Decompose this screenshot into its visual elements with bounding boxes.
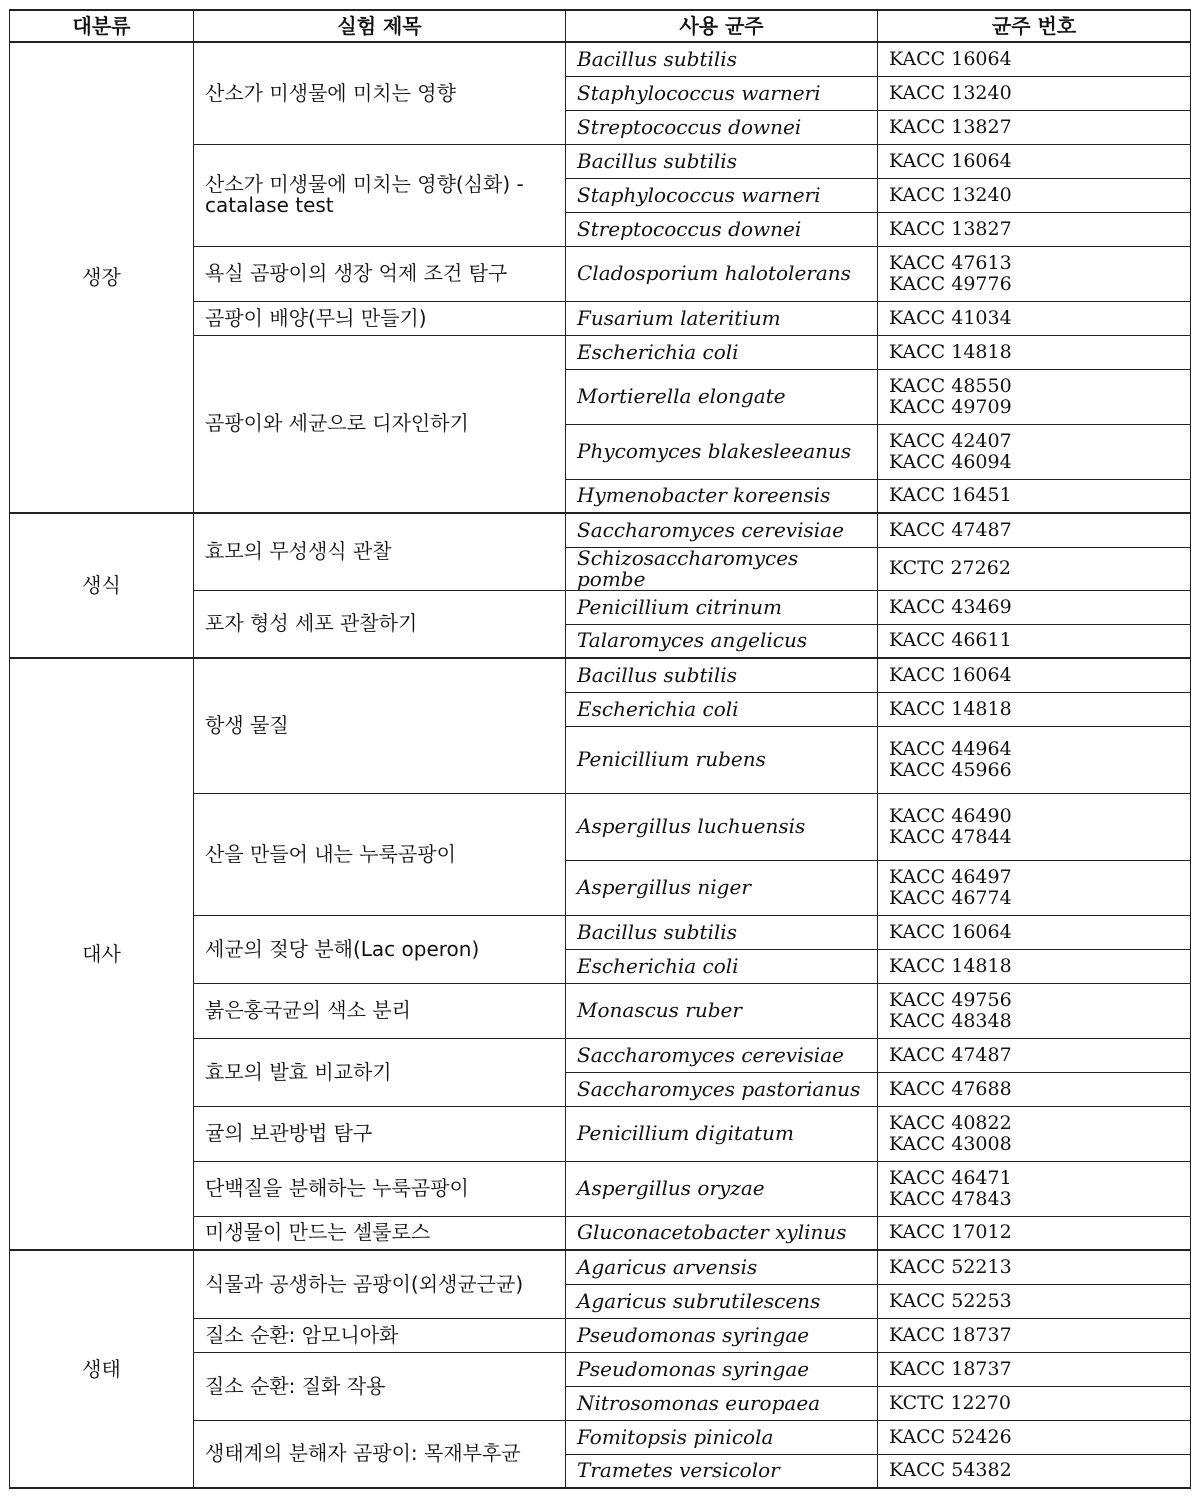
header-title: 실험 제목 <box>194 10 566 42</box>
strain-number: KACC 13240 <box>889 183 1012 206</box>
experiment-title-cell: 미생물이 만드는 셀룰로스 <box>194 1216 566 1250</box>
strain-number: KACC 47487 <box>889 1043 1012 1066</box>
strain-number-cell <box>878 949 1191 983</box>
experiment-title-cell: 질소 순환: 질화 작용 <box>194 1352 566 1420</box>
strain-number-cell <box>878 479 1191 513</box>
strain-number: KACC 14818 <box>889 954 1012 977</box>
strain-number: KACC 16064 <box>889 663 1012 686</box>
species-cell: Bacillus subtilis <box>566 915 878 949</box>
category-cell: 생장 <box>10 42 194 513</box>
species-cell: Hymenobacter koreensis <box>566 479 878 513</box>
species-cell: Penicillium citrinum <box>566 590 878 624</box>
strain-number-cell <box>878 144 1191 178</box>
strain-number: KACC 52426 <box>889 1425 1012 1448</box>
species-cell: Saccharomyces cerevisiae <box>566 1038 878 1072</box>
strain-number: KACC 13240 <box>889 81 1012 104</box>
species-cell: Schizosaccharomyces pombe <box>566 547 878 590</box>
group-section <box>10 513 1191 658</box>
experiment-title-cell: 산소가 미생물에 미치는 영향(심화) - catalase test <box>194 144 566 246</box>
experiment-title-cell: 생태계의 분해자 곰팡이: 목재부후균 <box>194 1420 566 1488</box>
experiment-title-cell: 효모의 발효 비교하기 <box>194 1038 566 1106</box>
strain-number: KACC 47843 <box>889 1187 1012 1210</box>
species-cell: Saccharomyces cerevisiae <box>566 513 878 547</box>
strain-number-cell <box>878 624 1191 658</box>
species-cell: Penicillium rubens <box>566 726 878 793</box>
category-cell: 생식 <box>10 513 194 658</box>
strain-number: KACC 48550 <box>889 374 1012 397</box>
species-cell: Agaricus subrutilescens <box>566 1284 878 1318</box>
strain-number-cell <box>878 246 1191 301</box>
strain-number: KACC 41034 <box>889 306 1012 329</box>
species-cell: Penicillium digitatum <box>566 1106 878 1161</box>
strain-table <box>9 9 1191 1489</box>
species-cell: Agaricus arvensis <box>566 1250 878 1284</box>
experiment-title-cell: 질소 순환: 암모니아화 <box>194 1318 566 1352</box>
strain-number: KACC 46094 <box>889 450 1012 473</box>
strain-number: KACC 46471 <box>889 1166 1012 1189</box>
strain-number: KACC 48348 <box>889 1009 1012 1032</box>
strain-number-cell <box>878 1420 1191 1454</box>
strain-number-cell <box>878 178 1191 212</box>
species-cell: Aspergillus luchuensis <box>566 793 878 860</box>
experiment-title-cell: 욕실 곰팡이의 생장 억제 조건 탐구 <box>194 246 566 301</box>
experiment-title-cell: 곰팡이 배양(무늬 만들기) <box>194 301 566 335</box>
strain-number: KACC 40822 <box>889 1111 1012 1134</box>
strain-number-cell <box>878 590 1191 624</box>
strain-number: KACC 54382 <box>889 1459 1012 1482</box>
strain-number: KACC 17012 <box>889 1221 1012 1244</box>
strain-number-cell <box>878 1216 1191 1250</box>
strain-number-cell <box>878 1284 1191 1318</box>
table-row <box>10 513 1191 547</box>
strain-number-cell <box>878 369 1191 424</box>
strain-number: KACC 16064 <box>889 920 1012 943</box>
strain-number-cell <box>878 335 1191 369</box>
species-cell: Mortierella elongate <box>566 369 878 424</box>
species-cell: Gluconacetobacter xylinus <box>566 1216 878 1250</box>
strain-number-cell <box>878 110 1191 144</box>
species-cell: Fomitopsis pinicola <box>566 1420 878 1454</box>
species-cell: Talaromyces angelicus <box>566 624 878 658</box>
species-cell: Saccharomyces pastorianus <box>566 1072 878 1106</box>
species-cell: Trametes versicolor <box>566 1454 878 1488</box>
species-cell: Bacillus subtilis <box>566 658 878 692</box>
species-cell: Streptococcus downei <box>566 212 878 246</box>
strain-number: KACC 46490 <box>889 804 1012 827</box>
strain-number: KACC 47844 <box>889 825 1012 848</box>
species-cell: Aspergillus oryzae <box>566 1161 878 1216</box>
strain-number-cell <box>878 1318 1191 1352</box>
strain-number: KACC 49776 <box>889 272 1012 295</box>
category-cell: 대사 <box>10 658 194 1250</box>
species-cell: Escherichia coli <box>566 949 878 983</box>
experiment-title-cell: 단백질을 분해하는 누룩곰팡이 <box>194 1161 566 1216</box>
strain-number: KACC 52213 <box>889 1255 1012 1278</box>
species-cell: Staphylococcus warneri <box>566 178 878 212</box>
strain-number-cell <box>878 301 1191 335</box>
table-header <box>10 10 1191 42</box>
strain-number: KACC 46611 <box>889 629 1012 652</box>
experiment-title-cell: 포자 형성 세포 관찰하기 <box>194 590 566 658</box>
strain-number-cell <box>878 1386 1191 1420</box>
species-cell: Monascus ruber <box>566 983 878 1038</box>
species-cell: Streptococcus downei <box>566 110 878 144</box>
group-section <box>10 1250 1191 1488</box>
strain-number: KACC 16064 <box>889 47 1012 70</box>
strain-number: KACC 45966 <box>889 758 1012 781</box>
table-row <box>10 42 1191 76</box>
strain-number: KACC 42407 <box>889 429 1012 452</box>
strain-number-cell <box>878 726 1191 793</box>
experiment-title-cell: 세균의 젖당 분해(Lac operon) <box>194 915 566 983</box>
strain-number: KACC 18737 <box>889 1357 1012 1380</box>
strain-number: KACC 13827 <box>889 115 1012 138</box>
species-cell: Bacillus subtilis <box>566 42 878 76</box>
species-cell: Fusarium lateritium <box>566 301 878 335</box>
strain-number-cell <box>878 76 1191 110</box>
strain-number: KACC 49709 <box>889 395 1012 418</box>
experiment-title-cell: 산소가 미생물에 미치는 영향 <box>194 42 566 144</box>
strain-number-cell <box>878 793 1191 860</box>
strain-number: KACC 44964 <box>889 737 1012 760</box>
species-cell: Escherichia coli <box>566 335 878 369</box>
strain-number-cell <box>878 212 1191 246</box>
strain-number-cell <box>878 1038 1191 1072</box>
strain-number: KACC 14818 <box>889 697 1012 720</box>
strain-number-cell <box>878 1352 1191 1386</box>
strain-number: KCTC 27262 <box>889 557 1011 579</box>
strain-number-cell <box>878 1106 1191 1161</box>
strain-number: KACC 47688 <box>889 1077 1012 1100</box>
species-cell: Staphylococcus warneri <box>566 76 878 110</box>
strain-number-cell <box>878 424 1191 479</box>
strain-number-cell <box>878 860 1191 915</box>
strain-number: KACC 13827 <box>889 217 1012 240</box>
strain-number-cell <box>878 658 1191 692</box>
strain-number-cell <box>878 1072 1191 1106</box>
strain-number-cell <box>878 1161 1191 1216</box>
strain-number: KCTC 12270 <box>889 1391 1011 1414</box>
strain-number: KACC 18737 <box>889 1323 1012 1346</box>
strain-number-cell <box>878 42 1191 76</box>
table-row <box>10 1250 1191 1284</box>
header-strain-number: 균주 번호 <box>878 10 1191 42</box>
experiment-title-cell: 곰팡이와 세균으로 디자인하기 <box>194 335 566 513</box>
strain-number-cell <box>878 915 1191 949</box>
species-cell: Pseudomonas syringae <box>566 1352 878 1386</box>
strain-number-cell <box>878 1454 1191 1488</box>
experiment-title-cell: 붉은홍국균의 색소 분리 <box>194 983 566 1038</box>
strain-number: KACC 16451 <box>889 484 1012 507</box>
strain-number: KACC 47487 <box>889 518 1012 541</box>
strain-number: KACC 16064 <box>889 149 1012 172</box>
strain-number: KACC 43008 <box>889 1132 1012 1155</box>
group-section <box>10 658 1191 1250</box>
species-cell: Cladosporium halotolerans <box>566 246 878 301</box>
species-cell: Escherichia coli <box>566 692 878 726</box>
experiment-title-cell: 항생 물질 <box>194 658 566 793</box>
experiment-title-cell: 식물과 공생하는 곰팡이(외생균근균) <box>194 1250 566 1318</box>
strain-number: KACC 49756 <box>889 988 1012 1011</box>
species-cell: Aspergillus niger <box>566 860 878 915</box>
strain-number-cell <box>878 983 1191 1038</box>
strain-number: KACC 14818 <box>889 340 1012 363</box>
strain-number: KACC 46774 <box>889 886 1012 909</box>
species-cell: Pseudomonas syringae <box>566 1318 878 1352</box>
species-cell: Phycomyces blakesleeanus <box>566 424 878 479</box>
strain-number: KACC 47613 <box>889 251 1012 274</box>
strain-number: KACC 52253 <box>889 1289 1012 1312</box>
header-strain: 사용 균주 <box>566 10 878 42</box>
strain-number-cell <box>878 692 1191 726</box>
strain-number-cell <box>878 547 1191 590</box>
header-category: 대분류 <box>10 10 194 42</box>
group-section <box>10 42 1191 513</box>
experiment-title-cell: 효모의 무성생식 관찰 <box>194 513 566 590</box>
experiment-title-cell: 귤의 보관방법 탐구 <box>194 1106 566 1161</box>
strain-number-cell <box>878 513 1191 547</box>
experiment-title-cell: 산을 만들어 내는 누룩곰팡이 <box>194 793 566 915</box>
species-cell: Nitrosomonas europaea <box>566 1386 878 1420</box>
strain-number: KACC 46497 <box>889 865 1012 888</box>
species-cell: Bacillus subtilis <box>566 144 878 178</box>
category-cell: 생태 <box>10 1250 194 1488</box>
table-row <box>10 658 1191 692</box>
strain-number: KACC 43469 <box>889 595 1012 618</box>
strain-number-cell <box>878 1250 1191 1284</box>
